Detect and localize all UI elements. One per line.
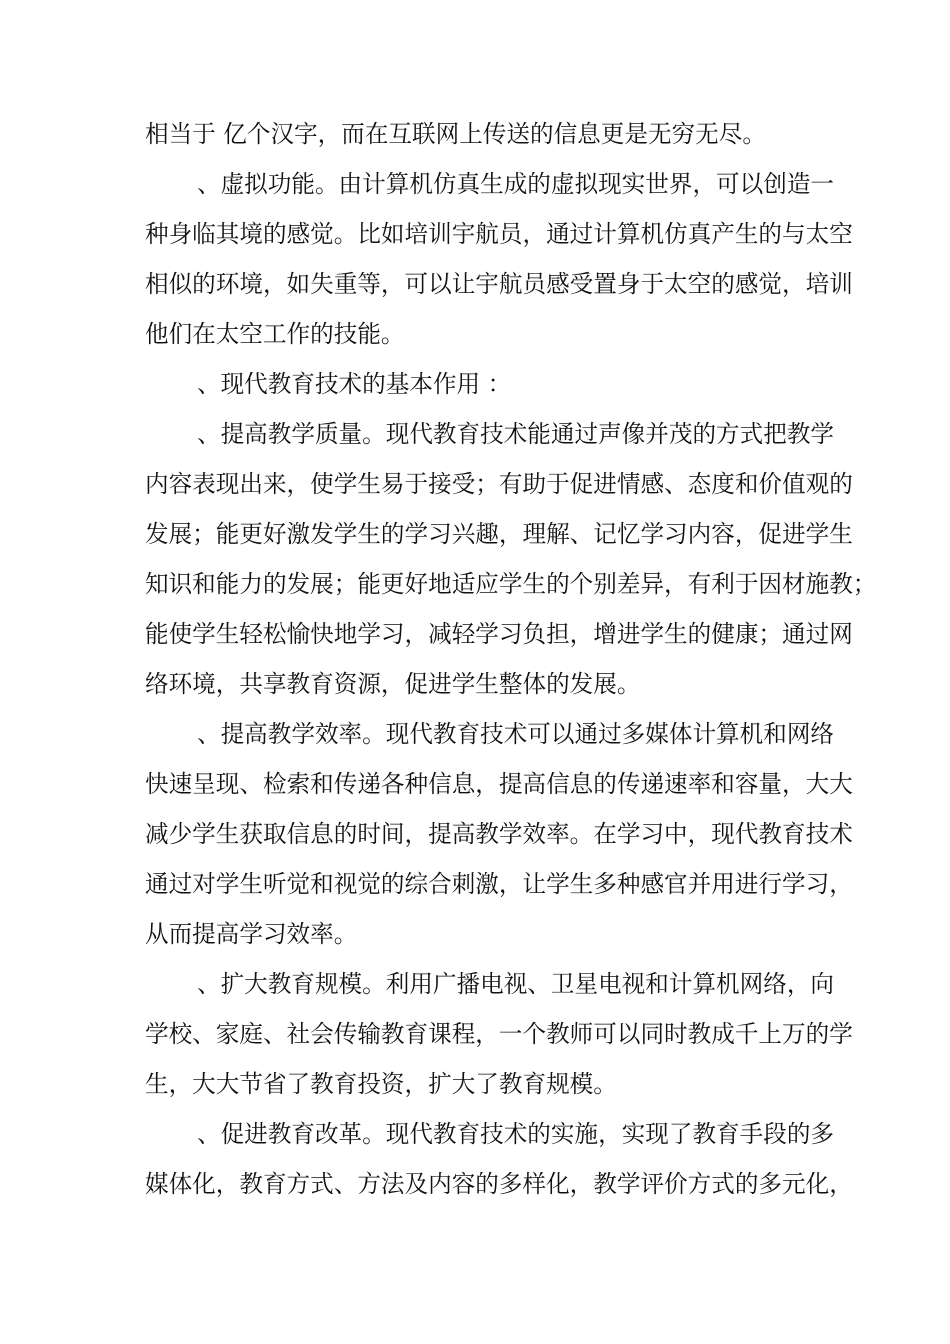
text-line: 媒体化，教育方式、方法及内容的多样化，教学评价方式的多元化， [145, 1170, 853, 1198]
text-line: 减少学生获取信息的时间，提高教学效率。在学习中，现代教育技术 [145, 820, 853, 848]
section-heading: 、现代教育技术的基本作用 ： [197, 370, 512, 398]
text-line: 内容表现出来，使学生易于接受；有助于促进情感、态度和价值观的 [145, 470, 853, 498]
text-line: 他们在太空工作的技能。 [145, 320, 405, 348]
paragraph-first-line: 、虚拟功能。由计算机仿真生成的虚拟现实世界，可以创造一 [197, 170, 835, 198]
text-line: 相似的环境，如失重等，可以让宇航员感受置身于太空的感觉，培训 [145, 270, 853, 298]
text-line: 能使学生轻松愉快地学习，减轻学习负担，增进学生的健康；通过网 [145, 620, 853, 648]
text-line: 通过对学生听觉和视觉的综合刺激，让学生多种感官并用进行学习， [145, 870, 853, 898]
paragraph-first-line: 、提高教学质量。现代教育技术能通过声像并茂的方式把教学 [197, 420, 835, 448]
text-line: 种身临其境的感觉。比如培训宇航员，通过计算机仿真产生的与太空 [145, 220, 853, 248]
text-line: 快速呈现、检索和传递各种信息，提高信息的传递速率和容量，大大 [145, 770, 853, 798]
text-line: 知识和能力的发展；能更好地适应学生的个别差异，有利于因材施教； [145, 570, 877, 598]
paragraph-first-line: 、促进教育改革。现代教育技术的实施，实现了教育手段的多 [197, 1120, 835, 1148]
text-line: 相当于 亿个汉字，而在互联网上传送的信息更是无穷无尽。 [145, 120, 766, 148]
text-line: 发展；能更好激发学生的学习兴趣，理解、记忆学习内容，促进学生 [145, 520, 853, 548]
paragraph-first-line: 、提高教学效率。现代教育技术可以通过多媒体计算机和网络 [197, 720, 835, 748]
text-line: 从而提高学习效率。 [145, 920, 358, 948]
text-line: 学校、家庭、社会传输教育课程，一个教师可以同时教成千上万的学 [145, 1020, 853, 1048]
text-line: 络环境，共享教育资源，促进学生整体的发展。 [145, 670, 641, 698]
paragraph-first-line: 、扩大教育规模。利用广播电视、卫星电视和计算机网络，向 [197, 970, 835, 998]
text-line: 生，大大节省了教育投资，扩大了教育规模。 [145, 1070, 617, 1098]
